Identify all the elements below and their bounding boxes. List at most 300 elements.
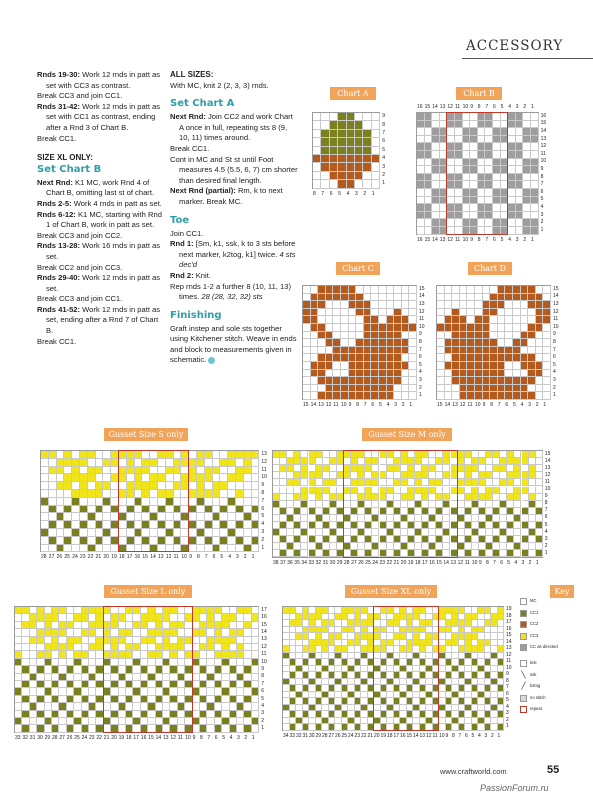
stitch-cell	[508, 204, 516, 212]
stitch-number: 1	[535, 559, 539, 566]
stitch-cell	[207, 688, 214, 695]
stitch-number: 7	[485, 104, 489, 110]
stitch-cell	[96, 696, 103, 703]
stitch-number: 2	[491, 732, 494, 739]
stitch-cell	[174, 459, 182, 467]
stitch-cell	[133, 666, 140, 673]
stitch-cell	[394, 316, 402, 324]
stitch-cell	[371, 332, 379, 340]
stitch-cell	[516, 181, 524, 189]
stitch-cell	[104, 688, 111, 695]
stitch-cell	[30, 637, 37, 644]
stitch-number: 2	[363, 190, 367, 197]
stitch-cell	[166, 467, 174, 475]
row-number: 4	[544, 528, 548, 535]
stitch-cell	[301, 472, 308, 479]
stitch-cell	[213, 474, 221, 482]
stitch-cell	[316, 465, 323, 472]
stitch-cell	[181, 474, 189, 482]
stitch-cell	[394, 301, 402, 309]
stitch-cell	[59, 659, 66, 666]
gusset-l-label: Gusset Size L only	[104, 585, 192, 598]
row-number: 15	[540, 120, 547, 127]
stitch-cell	[237, 696, 244, 703]
row-number: 8	[419, 339, 422, 345]
stitch-cell	[465, 529, 472, 536]
stitch-cell	[522, 522, 529, 529]
stitch-cell	[309, 479, 316, 486]
stitch-number: 34	[283, 732, 289, 739]
stitch-cell	[111, 666, 118, 673]
stitch-cell	[148, 666, 155, 673]
stitch-cell	[244, 537, 252, 545]
stitch-cell	[237, 674, 244, 681]
stitch-cell	[490, 362, 498, 370]
stitch-cell	[148, 622, 155, 629]
stitch-number: 12	[447, 104, 453, 110]
stitch-cell	[82, 718, 89, 725]
stitch-cell	[273, 529, 280, 536]
stitch-cell	[104, 659, 111, 666]
stitch-number: 25	[74, 734, 80, 741]
row-number: 3	[506, 710, 509, 717]
stitch-cell	[207, 666, 214, 673]
stitch-cell	[490, 370, 498, 378]
stitch-cell	[185, 629, 192, 636]
stitch-cell	[222, 703, 229, 710]
stitch-cell	[49, 521, 57, 529]
stitch-number: 2	[401, 402, 405, 408]
stitch-cell	[508, 197, 516, 205]
row-number: 2	[261, 717, 264, 724]
stitch-cell	[45, 711, 52, 718]
stitch-cell	[531, 113, 539, 121]
stitch-cell	[222, 629, 229, 636]
stitch-cell	[74, 718, 81, 725]
stitch-cell	[528, 354, 536, 362]
stitch-cell	[96, 718, 103, 725]
stitch-number: 6	[500, 559, 503, 566]
stitch-cell	[536, 522, 543, 529]
stitch-cell	[501, 174, 509, 182]
stitch-cell	[178, 629, 185, 636]
stitch-cell	[371, 385, 379, 393]
stitch-cell	[67, 659, 74, 666]
key-item: CC2	[520, 620, 566, 632]
stitch-cell	[493, 227, 501, 235]
stitch-cell	[536, 472, 543, 479]
row-number: 4	[553, 369, 556, 376]
stitch-cell	[463, 197, 471, 205]
stitch-cell	[422, 479, 429, 486]
stitch-cell	[365, 472, 372, 479]
stitch-cell	[185, 725, 192, 732]
stitch-cell	[163, 607, 170, 614]
stitch-cell	[452, 286, 460, 294]
stitch-cell	[127, 529, 135, 537]
stitch-number: 14	[310, 402, 317, 408]
stitch-cell	[280, 536, 287, 543]
stitch-cell	[470, 227, 478, 235]
stitch-cell	[522, 529, 529, 536]
stitch-cell	[523, 166, 531, 174]
row-number: 7	[261, 497, 265, 504]
stitch-number: 16	[140, 734, 147, 741]
stitch-cell	[318, 301, 326, 309]
stitch-number: 9	[478, 559, 482, 566]
stitch-cell	[158, 482, 166, 490]
stitch-cell	[485, 174, 493, 182]
stitch-cell	[205, 506, 213, 514]
chart-d-label: Chart D	[468, 262, 512, 275]
stitch-cell	[394, 370, 402, 378]
stitch-cell	[37, 607, 44, 614]
stitch-cell	[443, 487, 450, 494]
stitch-cell	[41, 513, 49, 521]
row-number: 11	[261, 651, 267, 658]
stitch-cell	[501, 113, 509, 121]
stitch-number: 22	[386, 559, 393, 566]
stitch-cell	[185, 637, 192, 644]
stitch-cell	[326, 392, 334, 400]
stitch-cell	[440, 174, 448, 182]
stitch-cell	[228, 490, 236, 498]
stitch-cell	[337, 529, 344, 536]
stitch-cell	[96, 451, 104, 459]
stitch-cell	[197, 490, 205, 498]
stitch-cell	[351, 494, 358, 501]
stitch-cell	[213, 513, 221, 521]
stitch-cell	[505, 354, 513, 362]
stitch-cell	[415, 479, 422, 486]
stitch-cell	[197, 513, 205, 521]
stitch-cell	[220, 451, 228, 459]
stitch-cell	[230, 703, 237, 710]
stitch-cell	[158, 545, 166, 553]
stitch-cell	[513, 362, 521, 370]
stitch-cell	[287, 529, 294, 536]
stitch-cell	[485, 151, 493, 159]
stitch-cell	[236, 513, 244, 521]
stitch-cell	[119, 688, 126, 695]
stitch-cell	[30, 659, 37, 666]
stitch-cell	[174, 521, 182, 529]
stitch-cell	[455, 121, 463, 129]
stitch-cell	[156, 644, 163, 651]
stitch-cell	[501, 219, 509, 227]
stitch-cell	[429, 543, 436, 550]
stitch-number: 6	[493, 104, 496, 110]
stitch-cell	[425, 174, 433, 182]
row-number: 13	[544, 464, 551, 471]
row-number: 16	[540, 112, 547, 119]
stitch-cell	[452, 324, 460, 332]
row-number: 5	[544, 521, 548, 528]
row-number: 5	[261, 695, 264, 702]
stitch-cell	[521, 385, 529, 393]
stitch-cell	[470, 219, 478, 227]
row-number: 10	[419, 323, 425, 330]
stitch-cell	[49, 482, 57, 490]
stitch-number: 5	[338, 190, 341, 197]
stitch-cell	[213, 537, 221, 545]
stitch-cell	[111, 482, 119, 490]
stitch-cell	[252, 521, 260, 529]
stitch-cell	[543, 332, 551, 340]
stitch-cell	[478, 181, 486, 189]
stitch-cell	[408, 522, 415, 529]
stitch-cell	[401, 487, 408, 494]
stitch-cell	[273, 501, 280, 508]
stitch-cell	[485, 121, 493, 129]
stitch-cell	[355, 172, 363, 180]
stitch-cell	[447, 128, 455, 136]
stitch-cell	[409, 370, 417, 378]
stitch-cell	[141, 622, 148, 629]
stitch-number: 9	[192, 734, 196, 741]
stitch-cell	[460, 294, 468, 302]
stitch-number: 13	[439, 104, 446, 110]
stitch-cell	[507, 529, 514, 536]
stitch-cell	[452, 309, 460, 317]
stitch-cell	[341, 385, 349, 393]
row-number: 7	[419, 346, 422, 353]
stitch-cell	[364, 309, 372, 317]
stitch-cell	[508, 227, 516, 235]
stitch-cell	[127, 498, 135, 506]
stitch-cell	[119, 490, 127, 498]
instruction-paragraph: Graft instep and sole sts together using Kitchener stitch. Weave in ends and block to measurements given in schematic.	[170, 323, 297, 365]
stitch-cell	[244, 490, 252, 498]
stitch-cell	[52, 614, 59, 621]
stitch-cell	[521, 301, 529, 309]
row-number: 6	[540, 188, 544, 195]
stitch-cell	[244, 725, 251, 732]
stitch-cell	[415, 515, 422, 522]
stitch-cell	[127, 482, 135, 490]
stitch-cell	[301, 536, 308, 543]
stitch-cell	[64, 451, 72, 459]
key-label: Key	[550, 585, 574, 598]
row-number: 5	[553, 361, 556, 368]
stitch-cell	[531, 128, 539, 136]
stitch-cell	[452, 339, 460, 347]
stitch-number: 5	[513, 402, 516, 408]
stitch-cell	[429, 458, 436, 465]
stitch-cell	[445, 316, 453, 324]
stitch-cell	[460, 362, 468, 370]
stitch-cell	[200, 666, 207, 673]
stitch-cell	[521, 347, 529, 355]
stitch-cell	[472, 487, 479, 494]
pattern-column-right	[170, 70, 298, 366]
stitch-cell	[158, 513, 166, 521]
stitch-cell	[445, 354, 453, 362]
stitch-cell	[205, 545, 213, 553]
stitch-cell	[436, 522, 443, 529]
stitch-cell	[409, 324, 417, 332]
stitch-cell	[222, 718, 229, 725]
stitch-cell	[485, 159, 493, 167]
stitch-cell	[244, 614, 251, 621]
stitch-grid	[14, 606, 259, 733]
stitch-cell	[341, 347, 349, 355]
stitch-cell	[237, 614, 244, 621]
stitch-cell	[523, 174, 531, 182]
key-swatch	[520, 633, 527, 640]
stitch-cell	[408, 508, 415, 515]
row-number: 15	[419, 285, 425, 292]
row-number: 2	[419, 384, 422, 391]
stitch-cell	[197, 451, 205, 459]
stitch-cell	[41, 506, 49, 514]
stitch-cell	[486, 536, 493, 543]
stitch-cell	[351, 543, 358, 550]
stitch-cell	[236, 506, 244, 514]
stitch-cell	[252, 681, 259, 688]
stitch-cell	[330, 155, 338, 163]
stitch-cell	[356, 339, 364, 347]
stitch-cell	[330, 529, 337, 536]
stitch-cell	[148, 659, 155, 666]
stitch-cell	[472, 508, 479, 515]
stitch-cell	[516, 166, 524, 174]
stitch-cell	[429, 529, 436, 536]
stitch-cell	[415, 458, 422, 465]
stitch-cell	[380, 515, 387, 522]
stitch-cell	[463, 227, 471, 235]
stitch-cell	[37, 622, 44, 629]
stitch-number: 9	[482, 402, 486, 408]
stitch-cell	[326, 377, 334, 385]
stitch-cell	[356, 354, 364, 362]
stitch-cell	[475, 332, 483, 340]
stitch-cell	[483, 385, 491, 393]
stitch-cell	[294, 451, 301, 458]
row-number: 1	[261, 544, 265, 551]
stitch-cell	[470, 174, 478, 182]
stitch-cell	[529, 529, 536, 536]
stitch-cell	[294, 479, 301, 486]
stitch-cell	[280, 543, 287, 550]
stitch-cell	[460, 309, 468, 317]
stitch-cell	[409, 354, 417, 362]
stitch-cell	[408, 515, 415, 522]
stitch-cell	[321, 138, 329, 146]
stitch-cell	[150, 498, 158, 506]
stitch-cell	[440, 128, 448, 136]
stitch-cell	[493, 508, 500, 515]
stitch-cell	[513, 370, 521, 378]
stitch-cell	[341, 309, 349, 317]
stitch-cell	[178, 651, 185, 658]
stitch-cell	[475, 377, 483, 385]
stitch-cell	[104, 703, 111, 710]
stitch-number: 28	[322, 732, 328, 739]
stitch-cell	[150, 545, 158, 553]
instruction-paragraph: With MC, knit 2 (2, 3, 3) rnds.	[170, 80, 269, 90]
stitch-number: 11	[455, 236, 461, 243]
stitch-cell	[514, 494, 521, 501]
stitch-cell	[45, 718, 52, 725]
stitch-cell	[475, 286, 483, 294]
stitch-cell	[543, 301, 551, 309]
stitch-cell	[432, 113, 440, 121]
stitch-cell	[213, 521, 221, 529]
stitch-cell	[451, 508, 458, 515]
stitch-cell	[536, 515, 543, 522]
stitch-cell	[15, 674, 22, 681]
stitch-cell	[89, 703, 96, 710]
stitch-cell	[460, 392, 468, 400]
stitch-cell	[52, 674, 59, 681]
stitch-cell	[425, 219, 433, 227]
stitch-cell	[429, 522, 436, 529]
stitch-cell	[273, 458, 280, 465]
stitch-number: 25	[341, 732, 348, 739]
stitch-cell	[252, 622, 259, 629]
stitch-cell	[280, 515, 287, 522]
stitch-cell	[429, 550, 436, 557]
stitch-cell	[356, 294, 364, 302]
stitch-cell	[508, 143, 516, 151]
stitch-cell	[505, 347, 513, 355]
stitch-cell	[513, 332, 521, 340]
stitch-cell	[432, 121, 440, 129]
stitch-cell	[303, 324, 311, 332]
stitch-cell	[514, 472, 521, 479]
stitch-cell	[220, 529, 228, 537]
stitch-cell	[478, 113, 486, 121]
stitch-cell	[341, 301, 349, 309]
stitch-cell	[15, 651, 22, 658]
stitch-cell	[402, 362, 410, 370]
stitch-cell	[41, 451, 49, 459]
stitch-cell	[485, 181, 493, 189]
stitch-cell	[170, 696, 177, 703]
stitch-cell	[318, 362, 326, 370]
stitch-cell	[437, 294, 445, 302]
stitch-cell	[163, 629, 170, 636]
stitch-cell	[408, 487, 415, 494]
stitch-cell	[103, 521, 111, 529]
stitch-cell	[193, 637, 200, 644]
stitch-cell	[514, 458, 521, 465]
instruction-paragraph: Break CC1.	[170, 143, 210, 153]
row-number: 3	[419, 377, 422, 383]
stitch-cell	[72, 482, 80, 490]
stitch-cell	[531, 151, 539, 159]
stitch-cell	[96, 521, 104, 529]
stitch-cell	[451, 536, 458, 543]
stitch-cell	[365, 515, 372, 522]
stitch-cell	[178, 711, 185, 718]
stitch-cell	[452, 354, 460, 362]
stitch-cell	[455, 159, 463, 167]
stitch-cell	[344, 479, 351, 486]
stitch-number: 28	[344, 559, 350, 566]
stitch-cell	[432, 189, 440, 197]
stitch-cell	[379, 286, 387, 294]
stitch-cell	[111, 537, 119, 545]
stitch-cell	[215, 688, 222, 695]
stitch-cell	[479, 487, 486, 494]
stitch-cell	[185, 659, 192, 666]
stitch-cell	[483, 316, 491, 324]
stitch-cell	[222, 725, 229, 732]
stitch-number: 10	[439, 732, 445, 739]
stitch-cell	[88, 474, 96, 482]
